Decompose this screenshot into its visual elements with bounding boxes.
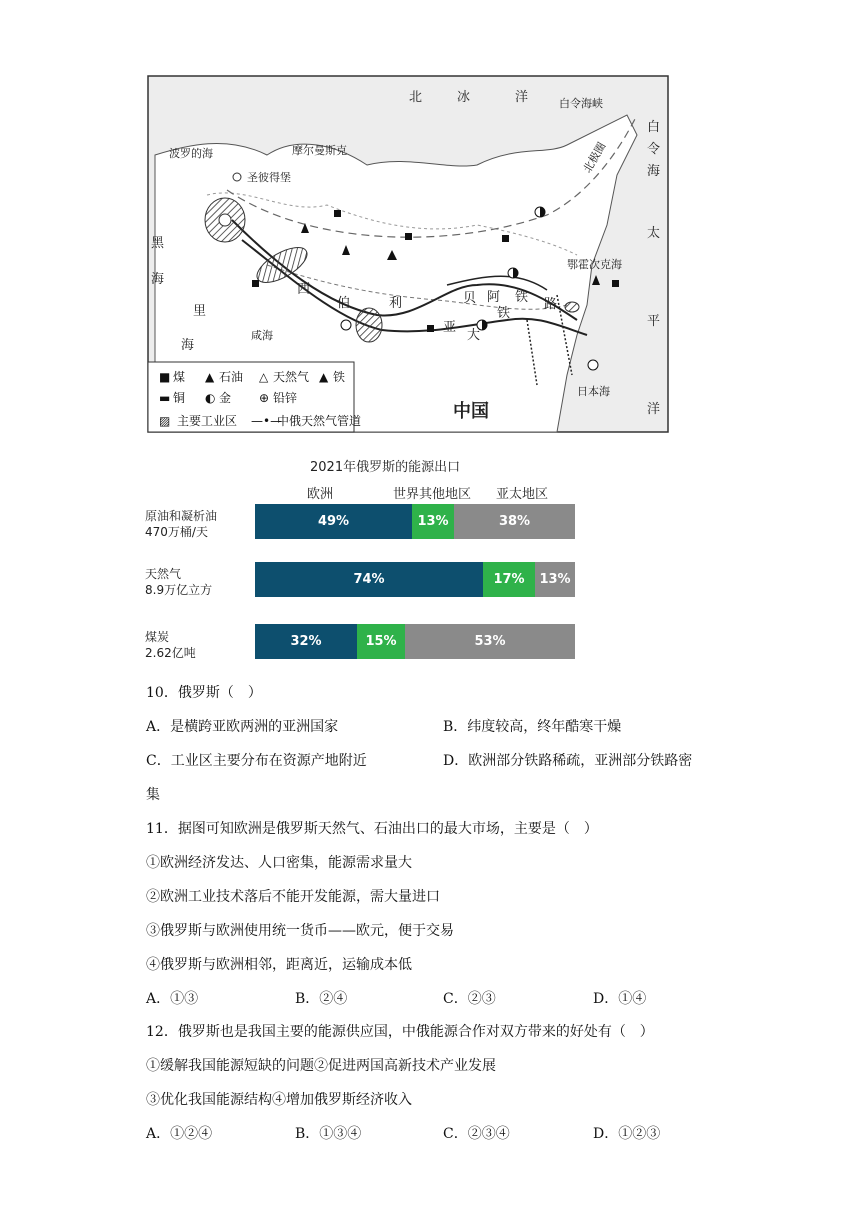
legend-coal-icon: ■ xyxy=(159,370,171,384)
legend-pipeline-icon: —•— xyxy=(251,414,283,428)
q10-option-c: C．工业区主要分布在资源产地附近 xyxy=(146,753,367,769)
legend-gold-icon: ◐ xyxy=(205,391,216,405)
q10-option-d-cont: 集 xyxy=(146,787,160,803)
legend-industry-icon: ▨ xyxy=(159,414,171,428)
row-label-gas-name: 天然气 xyxy=(145,567,182,581)
label-baltic: 波罗的海 xyxy=(169,147,213,160)
label-arctic-3: 洋 xyxy=(515,90,529,105)
q11-option-b: B．②④ xyxy=(295,991,348,1007)
bar-segment-asia-pacific xyxy=(535,562,575,597)
legend-leadzinc-icon: ⊕ xyxy=(259,391,270,405)
bar-value-label: 13% xyxy=(417,514,449,529)
q11-option-c: C．②③ xyxy=(443,991,496,1007)
bar-oil xyxy=(255,504,575,539)
q12-stem: 12．俄罗斯也是我国主要的能源供应国，中俄能源合作对双方带来的好处有（ ） xyxy=(146,1024,654,1040)
legend-leadzinc: 铅锌 xyxy=(273,391,298,405)
label-sib-2: 伯 xyxy=(337,296,351,311)
q11-item-1: ①欧洲经济发达、人口密集，能源需求量大 xyxy=(146,855,412,871)
label-japan-sea: 日本海 xyxy=(577,385,610,398)
map-svg xyxy=(147,75,669,433)
label-baam-2: 阿 xyxy=(487,290,501,305)
label-caspian-1: 里 xyxy=(193,304,207,319)
row-label-gas xyxy=(145,566,245,598)
bar-value-label: 74% xyxy=(353,572,385,587)
bar-segment-asia-pacific xyxy=(405,624,575,659)
bar-value-label: 17% xyxy=(493,572,525,587)
legend-pipeline: 中俄天然气管道 xyxy=(277,414,362,428)
label-pac-4: 太 xyxy=(647,226,661,241)
legend-gas-icon: △ xyxy=(259,370,269,384)
bar-value-label: 53% xyxy=(474,634,506,649)
russia-resource-map xyxy=(147,75,669,433)
label-sib-3: 利 xyxy=(389,296,403,311)
q11-item-3: ③俄罗斯与欧洲使用统一货币——欧元，便于交易 xyxy=(146,923,454,939)
q12-option-c: C．②③④ xyxy=(443,1126,510,1142)
label-pac-1: 白 xyxy=(647,120,661,135)
bar-segment-europe xyxy=(255,624,357,659)
bar-value-label: 32% xyxy=(290,634,322,649)
label-pac-2: 令 xyxy=(647,142,661,157)
label-pac-3: 海 xyxy=(647,164,661,179)
q12-item-2: ③优化我国能源结构④增加俄罗斯经济收入 xyxy=(146,1092,412,1108)
bar-segment-other xyxy=(412,504,454,539)
q12-item-1: ①缓解我国能源短缺的问题②促进两国高新技术产业发展 xyxy=(146,1058,496,1074)
label-baam-3: 铁 xyxy=(515,290,529,305)
legend-copper-icon: ▬ xyxy=(159,391,171,405)
legend-iron-icon: ▲ xyxy=(319,370,329,384)
bar-segment-other xyxy=(483,562,535,597)
row-label-oil-amount: 470万桶/天 xyxy=(145,525,208,539)
q10-option-a: A．是横跨亚欧两洲的亚洲国家 xyxy=(146,719,339,735)
bar-segment-asia-pacific xyxy=(454,504,575,539)
legend-iron: 铁 xyxy=(333,370,346,384)
legend-oil-icon: ▲ xyxy=(205,370,215,384)
label-sib-4: 亚 xyxy=(443,320,457,335)
bar-segment-europe xyxy=(255,504,412,539)
legend-other: 世界其他地区 xyxy=(393,487,472,502)
label-black-1: 黑 xyxy=(151,236,165,251)
legend-asia-pacific: 亚太地区 xyxy=(496,487,549,502)
label-arctic-2: 冰 xyxy=(457,90,471,105)
q11-item-4: ④俄罗斯与欧洲相邻，距离近，运输成本低 xyxy=(146,957,412,973)
label-pac-6: 洋 xyxy=(647,402,661,417)
row-label-coal-amount: 2.62亿吨 xyxy=(145,646,196,660)
label-stpete: 圣彼得堡 xyxy=(247,171,291,184)
label-salt-lake: 咸海 xyxy=(251,329,273,342)
q12-option-a: A．①②④ xyxy=(146,1126,213,1142)
q10-option-b: B．纬度较高，终年酷寒干燥 xyxy=(443,719,622,735)
q11-option-a: A．①③ xyxy=(146,991,199,1007)
legend-industry: 主要工业区 xyxy=(177,414,238,428)
bar-value-label: 13% xyxy=(539,572,571,587)
label-caspian-2: 海 xyxy=(181,338,195,353)
q10-stem: 10．俄罗斯（ ） xyxy=(146,685,262,701)
label-baam-4: 路 xyxy=(544,297,558,312)
label-bering: 白令海峡 xyxy=(559,97,603,110)
q12-option-d: D．①②③ xyxy=(593,1126,661,1142)
row-label-coal-name: 煤炭 xyxy=(145,630,170,644)
legend-gold: 金 xyxy=(219,391,232,405)
chart-title: 2021年俄罗斯的能源出口 xyxy=(310,460,461,475)
row-label-coal xyxy=(145,629,245,661)
bar-segment-other xyxy=(357,624,405,659)
label-arctic-circle: 北极圈 xyxy=(580,140,609,176)
bar-value-label: 49% xyxy=(317,514,350,529)
label-tsib-2: 铁 xyxy=(497,306,511,321)
q11-stem: 11．据图可知欧洲是俄罗斯天然气、石油出口的最大市场，主要是（ ） xyxy=(146,821,598,837)
label-baam-1: 贝 xyxy=(463,291,477,306)
q11-option-d: D．①④ xyxy=(593,991,647,1007)
legend-gas: 天然气 xyxy=(273,370,310,384)
bar-value-label: 38% xyxy=(498,514,531,529)
label-murmansk: 摩尔曼斯克 xyxy=(292,144,347,157)
bar-value-label: 15% xyxy=(365,634,397,649)
label-arctic-1: 北 xyxy=(409,90,423,105)
row-label-gas-amount: 8.9万亿立方 xyxy=(145,583,213,597)
label-pac-5: 平 xyxy=(647,314,661,329)
q11-item-2: ②欧洲工业技术落后不能开发能源，需大量进口 xyxy=(146,889,440,905)
legend-oil: 石油 xyxy=(219,370,244,384)
q10-option-d: D．欧洲部分铁路稀疏，亚洲部分铁路密 xyxy=(443,753,693,769)
label-okhotsk: 鄂霍次克海 xyxy=(567,258,622,271)
row-label-oil-name: 原油和凝析油 xyxy=(145,509,218,523)
q12-option-b: B．①③④ xyxy=(295,1126,362,1142)
label-china: 中国 xyxy=(453,401,489,422)
bar-segment-europe xyxy=(255,562,483,597)
row-label-oil xyxy=(145,508,245,540)
legend-coal: 煤 xyxy=(173,370,186,384)
legend-copper: 铜 xyxy=(173,391,186,405)
label-tsib-1: 大 xyxy=(467,328,481,343)
energy-export-chart xyxy=(145,452,590,672)
legend-europe: 欧洲 xyxy=(307,487,334,502)
bar-gas xyxy=(255,562,575,597)
label-black-2: 海 xyxy=(151,272,165,287)
label-sib-1: 西 xyxy=(297,282,311,297)
bar-coal xyxy=(255,624,575,659)
